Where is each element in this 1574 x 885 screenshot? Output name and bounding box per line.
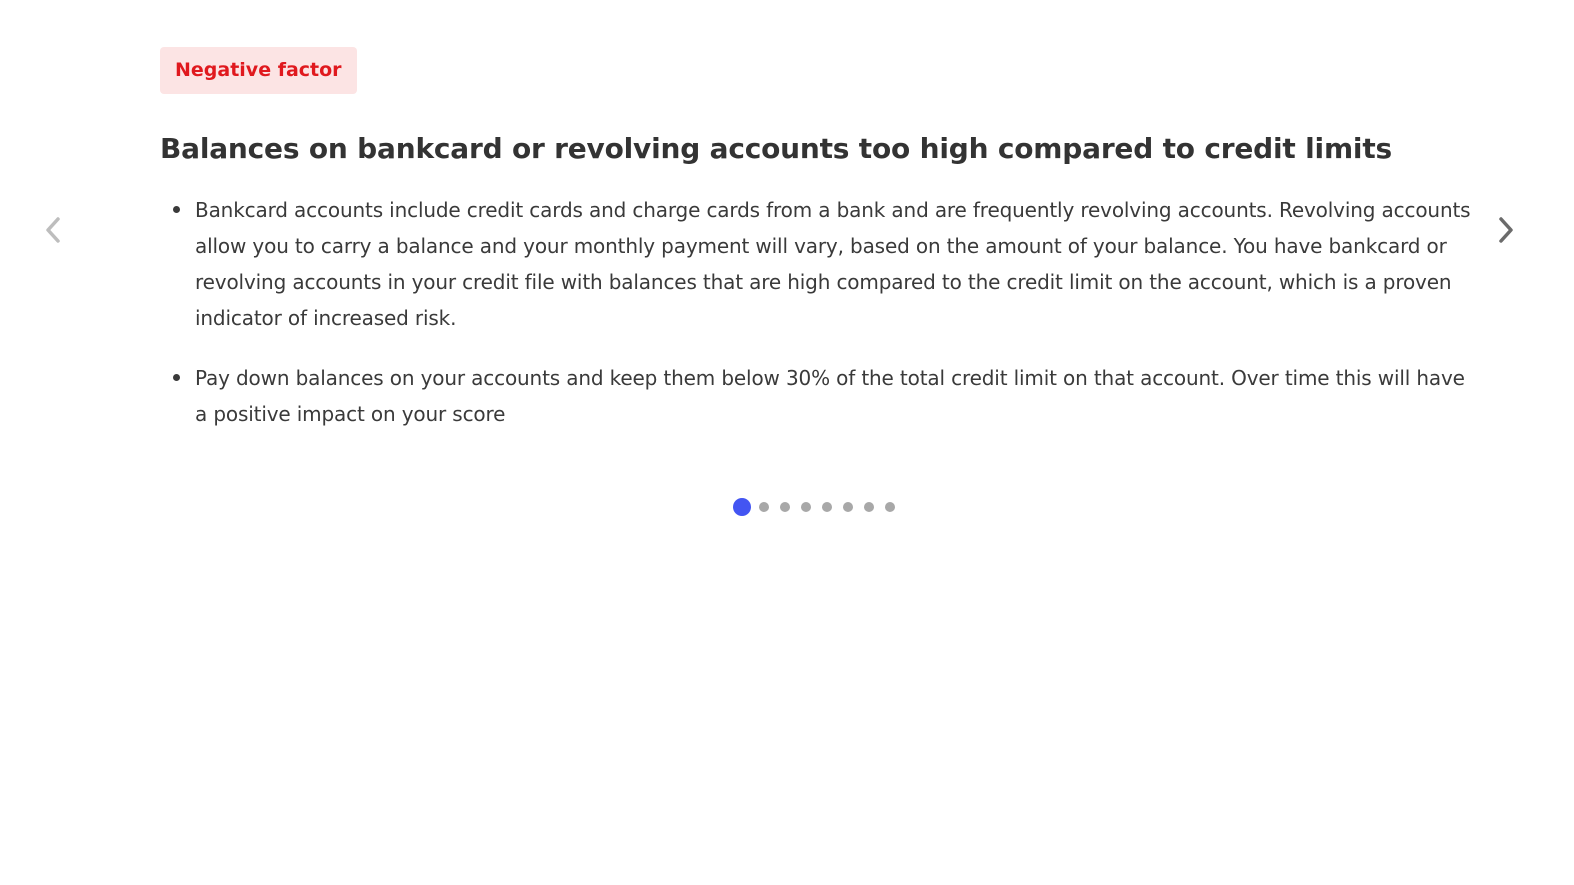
chevron-right-icon (1496, 215, 1516, 245)
carousel-pagination (0, 496, 1574, 518)
pagination-dot[interactable] (759, 502, 769, 512)
list-item: Pay down balances on your accounts and keep them below 30% of the total credit limit on that account. Over time this will have a positive impact on your score (195, 360, 1480, 432)
factor-details-list (160, 192, 1480, 432)
factor-slide (160, 47, 1480, 456)
next-slide-button[interactable] (1490, 212, 1522, 248)
list-item: Bankcard accounts include credit cards and charge cards from a bank and are frequently revolving accounts. Revolving accounts allow you to carry a balance and your monthly payment will vary, based on the amount of your balance. You have bankcard or revolving accounts in your credit file with balances that are high compared to the credit limit on the account, which is a proven indicator of increased risk. (195, 192, 1480, 336)
pagination-dot[interactable] (885, 502, 895, 512)
chevron-left-icon (43, 215, 63, 245)
pagination-dot[interactable] (733, 498, 751, 516)
pagination-dot[interactable] (864, 502, 874, 512)
pagination-dot[interactable] (780, 502, 790, 512)
pagination-dot[interactable] (822, 502, 832, 512)
negative-factor-badge: Negative factor (160, 47, 357, 94)
prev-slide-button[interactable] (37, 212, 69, 248)
pagination-dot[interactable] (801, 502, 811, 512)
factor-title: Balances on bankcard or revolving accounts too high compared to credit limits (160, 132, 1392, 165)
pagination-dot[interactable] (843, 502, 853, 512)
